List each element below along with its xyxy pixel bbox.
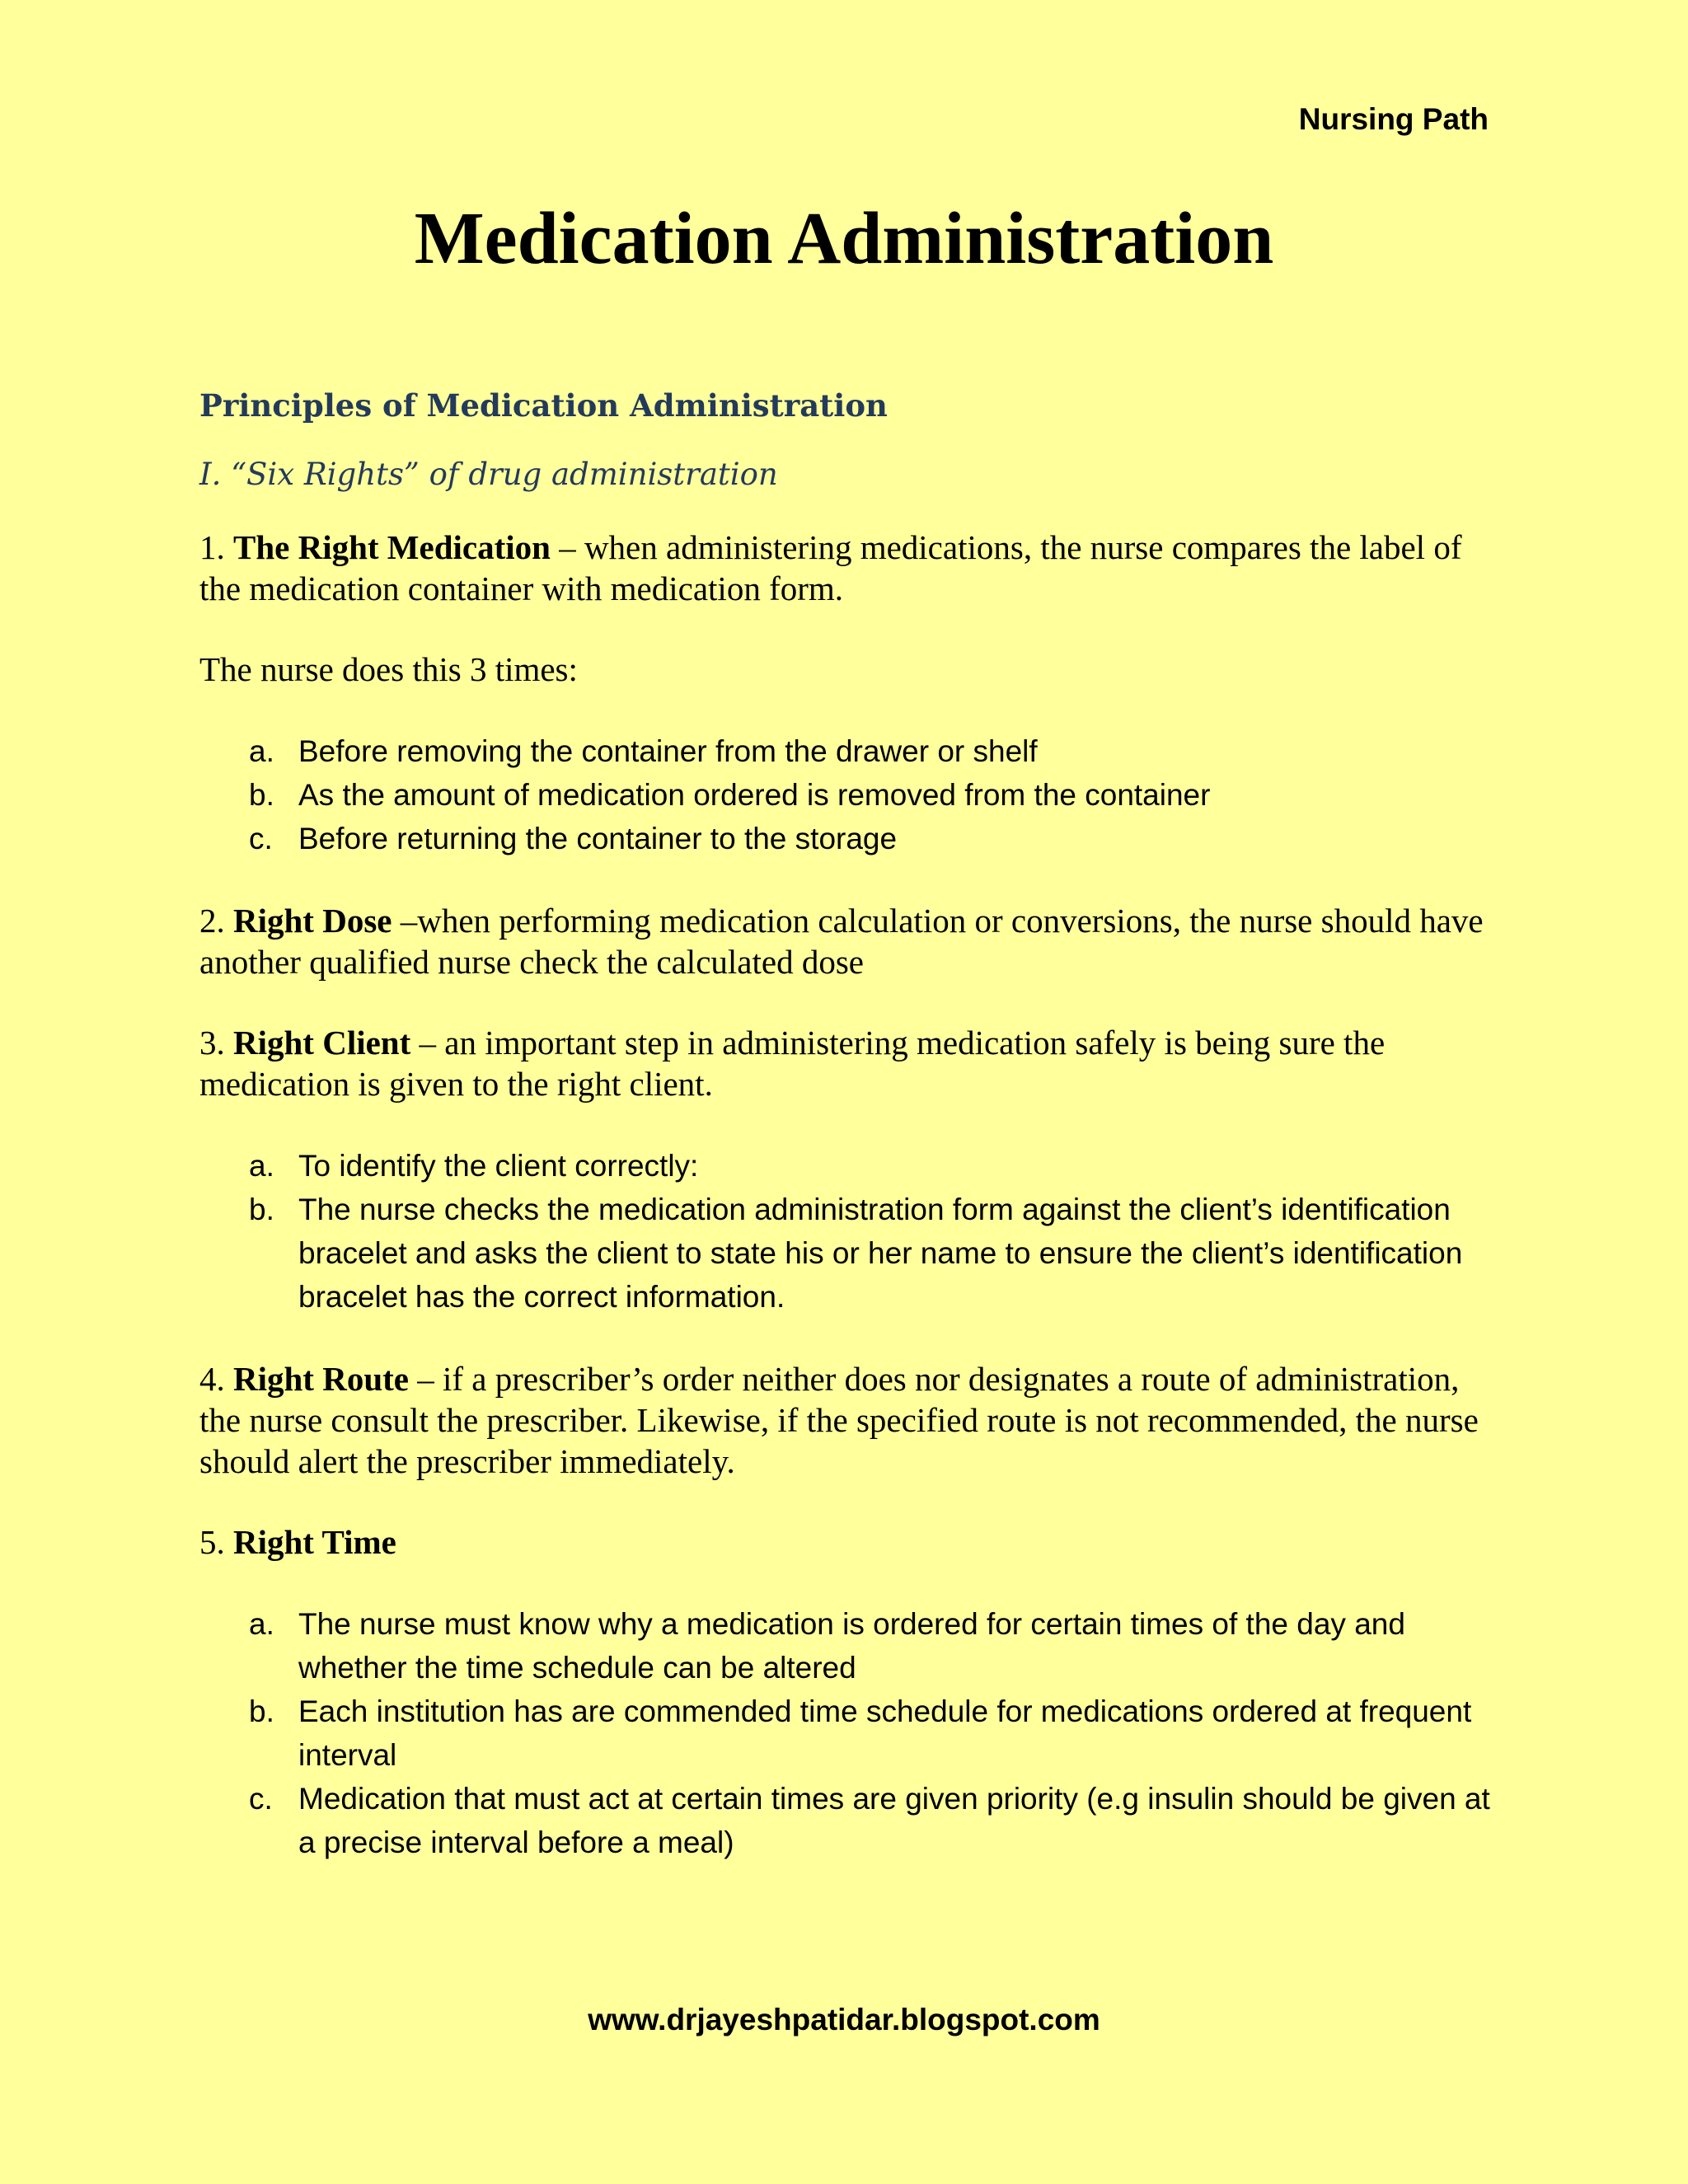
list-item bbox=[199, 1690, 1502, 1777]
list-marker: b. bbox=[249, 778, 274, 812]
item-text: –when performing medication calculation or conversions, the nurse should have another qualified nurse check the calculated dose bbox=[199, 902, 1484, 981]
item-text: – when administering medications, the nurse compares the label of the medication container with medication form. bbox=[199, 528, 1462, 607]
item-number: 1. bbox=[199, 528, 225, 566]
item-text: – if a prescriber’s order neither does nor designates a route of administration, the nurse consult the prescriber. Likewise, if the specified route is not recommended, the nurse should alert the prescriber immediately. bbox=[199, 1360, 1479, 1480]
list-text: Medication that must act at certain times are given priority (e.g insulin should be given at a precise interval before a meal) bbox=[298, 1782, 1490, 1859]
time-list bbox=[199, 1602, 1502, 1864]
item-label: Right Route bbox=[233, 1360, 409, 1398]
header-tag: Nursing Path bbox=[1298, 102, 1489, 136]
right-time-paragraph bbox=[199, 1521, 1502, 1563]
list-text: The nurse must know why a medication is ordered for certain times of the day and whether the time schedule can be altered bbox=[298, 1607, 1405, 1685]
list-text: To identify the client correctly: bbox=[298, 1149, 699, 1183]
subheading: I. “Six Rights” of drug administration bbox=[199, 457, 778, 492]
list-item bbox=[199, 773, 1502, 817]
item-label: Right Time bbox=[233, 1523, 396, 1561]
list-marker: c. bbox=[249, 1782, 273, 1816]
times-intro: The nurse does this 3 times: bbox=[199, 650, 578, 688]
list-marker: a. bbox=[249, 1149, 274, 1183]
list-marker: a. bbox=[249, 1607, 274, 1641]
item-label: Right Dose bbox=[233, 902, 392, 940]
item-number: 2. bbox=[199, 902, 225, 940]
right-dose-paragraph bbox=[199, 900, 1502, 982]
list-text: Before removing the container from the drawer or shelf bbox=[298, 734, 1038, 768]
list-text: As the amount of medication ordered is removed from the container bbox=[298, 778, 1211, 812]
list-text: The nurse checks the medication administration form against the client’s identification bracelet and asks the client to state his or her name to ensure the client’s identification bracelet has the correct information. bbox=[298, 1193, 1463, 1314]
item-number: 4. bbox=[199, 1360, 225, 1398]
list-marker: c. bbox=[249, 822, 273, 855]
right-client-paragraph bbox=[199, 1022, 1502, 1104]
list-item bbox=[199, 817, 1502, 860]
item-label: The Right Medication bbox=[233, 528, 551, 566]
list-text: Each institution has are commended time schedule for medications ordered at frequent interval bbox=[298, 1694, 1472, 1772]
client-list bbox=[199, 1144, 1502, 1319]
list-item bbox=[199, 1188, 1502, 1319]
list-marker: b. bbox=[249, 1694, 274, 1728]
right-route-paragraph bbox=[199, 1358, 1502, 1482]
item-number: 5. bbox=[199, 1523, 225, 1561]
page-title: Medication Administration bbox=[414, 198, 1274, 279]
times-list bbox=[199, 729, 1502, 860]
item-number: 3. bbox=[199, 1024, 225, 1062]
list-item bbox=[199, 1777, 1502, 1864]
list-item bbox=[199, 729, 1502, 773]
list-text: Before returning the container to the storage bbox=[298, 822, 898, 855]
list-marker: b. bbox=[249, 1193, 274, 1226]
item-text: – an important step in administering medication safely is being sure the medication is given to the right client. bbox=[199, 1024, 1386, 1103]
section-heading: Principles of Medication Administration bbox=[199, 387, 888, 424]
item-label: Right Client bbox=[233, 1024, 411, 1062]
document-content bbox=[199, 387, 1502, 1904]
list-item bbox=[199, 1144, 1502, 1188]
list-item bbox=[199, 1602, 1502, 1690]
footer-url: www.drjayeshpatidar.blogspot.com bbox=[588, 2003, 1100, 2036]
right-medication-paragraph bbox=[199, 527, 1502, 609]
list-marker: a. bbox=[249, 734, 274, 768]
